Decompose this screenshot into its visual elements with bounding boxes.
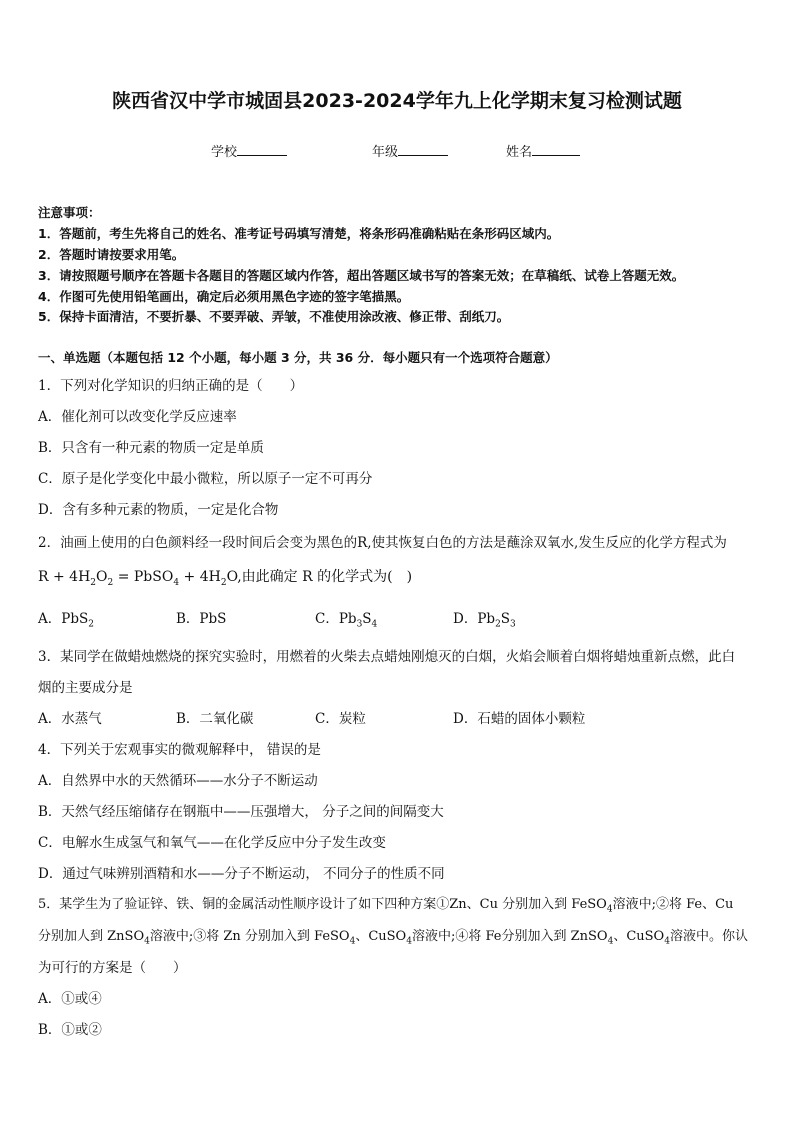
- question-1-option-a: A．催化剂可以改变化学反应速率: [38, 409, 237, 425]
- grade-field: [372, 141, 448, 160]
- question-3-option-a: A．水蒸气: [38, 711, 102, 727]
- question-2-option-c: C．$Pb_3S_4$: [315, 611, 378, 630]
- question-4-option-b: B．天然气经压缩储存在钢瓶中——压强增大， 分子之间的间隔变大: [38, 804, 444, 820]
- question-1-option-b: B．只含有一种元素的物质一定是单质: [38, 440, 264, 456]
- question-4-option-c: C．电解水生成氢气和氧气——在化学反应中分子发生改变: [38, 835, 386, 851]
- question-4-option-a: A．自然界中水的天然循环——水分子不断运动: [38, 773, 318, 789]
- question-1-stem: 1．下列对化学知识的归纳正确的是（ ）: [38, 378, 304, 394]
- question-5-option-a: A．①或④: [38, 991, 102, 1007]
- question-5-stem-line-3: 为可行的方案是（ ）: [38, 960, 187, 976]
- question-3-stem-line-2: 烟的主要成分是: [38, 680, 133, 696]
- note-item: 1．答题前，考生先将自己的姓名、准考证号码填写清楚，将条形码准确粘贴在条形码区域内。: [38, 226, 560, 241]
- note-item: 2．答题时请按要求用笔。: [38, 247, 185, 262]
- name-field: [506, 141, 580, 160]
- question-1-option-c: C．原子是化学变化中最小微粒，所以原子一定不可再分: [38, 471, 373, 487]
- school-label: 学校: [211, 145, 238, 160]
- question-2-option-d: D．$Pb_2S_3$: [453, 611, 516, 630]
- question-5-stem-line-2: 分别加人到 ZnSO$_4$溶液中;③将 Zn 分别加入到 FeSO$_4$、CuSO$_4$溶液中;④将 Fe分别加入到 ZnSO$_4$、CuSO$_4$溶液中。你认: [38, 929, 748, 947]
- school-field: [211, 141, 287, 160]
- name-label: 姓名: [506, 145, 533, 160]
- question-3-option-c: C．炭粒: [315, 711, 366, 727]
- question-3-option-b: B．二氧化碳: [176, 711, 254, 727]
- page-title: 陕西省汉中学市城固县2023-2024学年九上化学期末复习检测试题: [112, 90, 682, 112]
- question-4-option-d: D．通过气味辨别酒精和水——分子不断运动， 不同分子的性质不同: [38, 866, 445, 882]
- grade-label: 年级: [372, 145, 399, 160]
- question-2-stem: 2．油画上使用的白色颜料经一段时间后会变为黑色的R,使其恢复白色的方法是蘸涂双氧水,发生反应的化学方程式为: [38, 535, 727, 551]
- question-5-option-b: B．①或②: [38, 1022, 102, 1038]
- school-blank: [237, 143, 287, 156]
- question-3-stem-line-1: 3．某同学在做蜡烛燃烧的探究实验时，用燃着的火柴去点蜡烛刚熄灭的白烟，火焰会顺着白烟将蜡烛重新点燃，此白: [38, 649, 736, 665]
- note-item: 5．保持卡面清洁，不要折暴、不要弄破、弄皱，不准使用涂改液、修正带、刮纸刀。: [38, 309, 510, 324]
- question-5-stem-line-1: 5．某学生为了验证锌、铁、铜的金属活动性顺序设计了如下四种方案①Zn、Cu 分别加入到 FeSO$_4$溶液中;②将 Fe、Cu: [38, 897, 734, 915]
- question-2-option-b: B．PbS: [176, 611, 227, 627]
- notes-title: 注意事项：: [38, 205, 101, 220]
- section-heading: 一、单选题（本题包括 12 个小题，每小题 3 分，共 36 分．每小题只有一个选项符合题意）: [38, 350, 558, 365]
- question-2-equation: $R + 4H_2O_2$ = PbSO$_4$ + $4H_2O$,由此确定 R 的化学式为( ): [38, 569, 413, 588]
- question-3-option-d: D．石蜡的固体小颗粒: [453, 711, 586, 727]
- question-4-stem: 4．下列关于宏观事实的微观解释中， 错误的是: [38, 742, 321, 758]
- note-item: 4．作图可先使用铅笔画出，确定后必须用黑色字迹的签字笔描黑。: [38, 289, 410, 304]
- question-1-option-d: D．含有多种元素的物质，一定是化合物: [38, 502, 279, 518]
- question-2-option-a: A．PbS$_2$: [38, 611, 94, 630]
- note-item: 3．请按照题号顺序在答题卡各题目的答题区域内作答，超出答题区域书写的答案无效；在草稿纸、试卷上答题无效。: [38, 268, 685, 283]
- grade-blank: [398, 143, 448, 156]
- name-blank: [532, 143, 580, 156]
